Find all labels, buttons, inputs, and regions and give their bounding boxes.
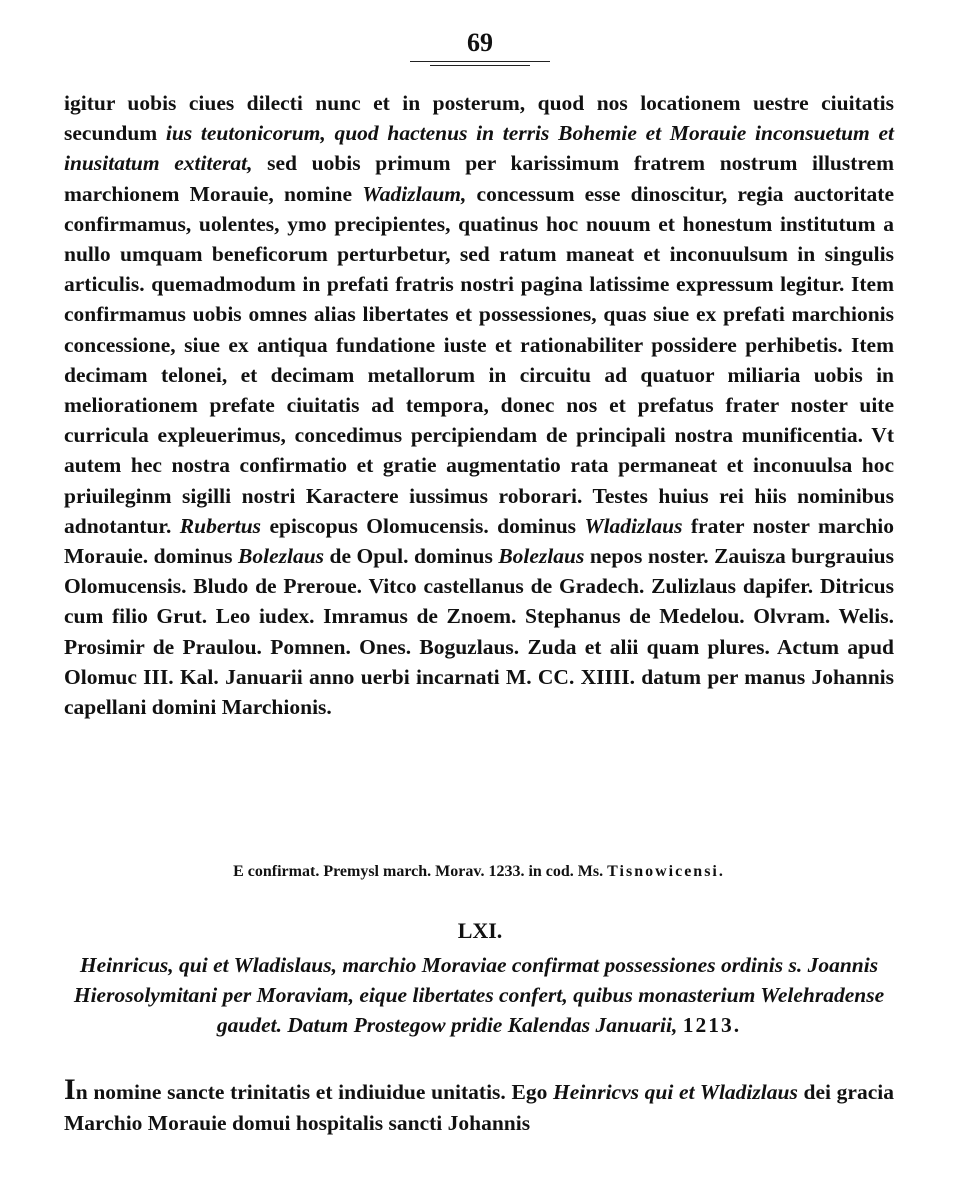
charter-summary <box>64 950 894 1040</box>
header-rule <box>410 61 550 62</box>
source-note-codex: Tisnowicensi. <box>607 863 725 880</box>
body-paragraph: igitur uobis ciues dilecti nunc et in posterum, quod nos locationem uestre ciuitatis secundum ius teutonicorum, quod hactenus in terris Bohemie et Morauie inconsuetum et inusitatum extiterat, sed uobis primum per karissimum fratrem nostrum illustrem marchionem Morauie, nomine Wadizlaum, concessum esse dinoscitur, regia auctoritate confirmamus, uolentes, ymo precipientes, quatinus hoc nouum et honestum institutum a nullo umquam beneficorum perturbetur, sed ratum maneat et inconuulsum in singulis articulis. quemadmodum in prefati fratris nostri pagina latissime expressum legitur. Item confirmamus uobis omnes alias libertates et possessiones, quas siue ex prefati marchionis concessione, siue ex antiqua fundatione iuste et rationabiliter possidere perhibetis. Item decimam telonei, et decimam metallorum in circuitu ad quatuor miliaria uobis in meliorationem prefate ciuitatis ad tempora, donec nos et prefatus frater noster uite curricula expleuerimus, concedimus percipiendam de principali nostra munificentia. Vt autem hec nostra confirmatio et gratie augmentatio rata permaneat et inconuulsa hoc priuileginm sigilli nostri Karactere iussimus roborari. Testes huius rei hiis nominibus adnotantur. Rubertus episcopus Olomucensis. dominus Wladizlaus frater noster marchio Morauie. dominus Bolezlaus de Opul. dominus Bolezlaus nepos noster. Zauisza burgrauius Olomucensis. Bludo de Preroue. Vitco castellanus de Gradech. Zulizlaus dapifer. Ditricus cum filio Grut. Leo iudex. Imramus de Znoem. Stephanus de Medelou. Olvram. Welis. Prosimir de Praulou. Pomnen. Ones. Boguzlaus. Zuda et alii quam plures. Actum apud Olomuc III. Kal. Januarii anno uerbi incarnati M. CC. XIIII. datum per manus Johannis capellani domini Marchionis. <box>64 91 895 720</box>
charter-summary-text: Heinricus, qui et Wladislaus, marchio Moraviae confirmat possessiones ordinis s. Joannis Hierosolymitani per Moraviam, eique libertates confert, quibus monasterium Welehradense gaudet. Datum Prostegow pridie Kalendas Januarii, <box>73 953 885 1037</box>
source-note <box>64 863 894 881</box>
initial-letter: I <box>64 1073 76 1106</box>
source-note-prefix: E confirmat. Premysl march. Morav. 1233. in cod. Ms. <box>233 863 604 880</box>
section-number: LXI. <box>457 918 503 943</box>
charter-text-body: n nomine sancte trinitatis et indiuidue unitatis. Ego Heinricvs qui et Wladizlaus dei gracia Marchio Morauie domui hospitalis sancti Johannis <box>64 1080 894 1135</box>
charter-year: 1213. <box>682 1013 742 1037</box>
header-rule-secondary <box>430 65 530 66</box>
charter-text <box>64 1075 894 1138</box>
page-number: 69 <box>467 28 493 57</box>
